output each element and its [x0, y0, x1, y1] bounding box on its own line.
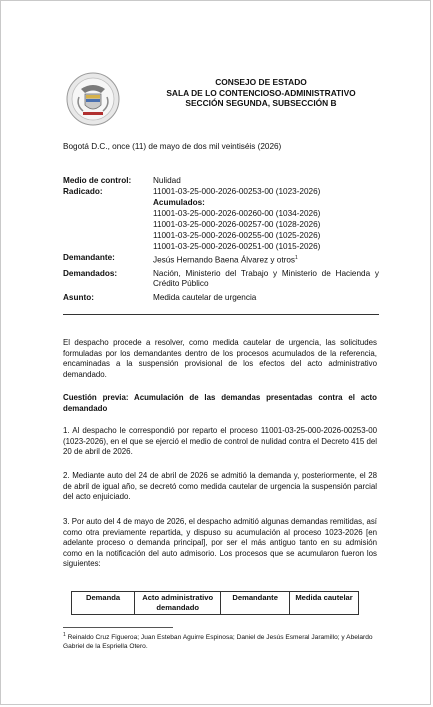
paragraph-2: 2. Mediante auto del 24 de abril de 2026 se admitió la demanda y, posteriormente, el 28 de abril de igual año, se decretó como medida cautelar de urgencia la suspensión parcial del acto enjuiciado. [63, 471, 377, 502]
radicado-value: 11001-03-25-000-2026-00253-00 (1023-2026) [153, 187, 321, 196]
footnote-ref[interactable]: 1 [295, 255, 298, 261]
demandados-value: Nación, Ministerio del Trabajo y Ministerio de Hacienda y Crédito Público [153, 269, 379, 289]
paragraph-3: 3. Por auto del 4 de mayo de 2026, el despacho admitió algunas demandas remitidas, así como otra previamente repartida, y dispuso su acumulación al proceso 1023-2026 [en adelante proceso o demanda principal], por ser el más antiguo tanto en su admisión como en la notificación del auto admisorio. Los procesos que se acumularon fueron los siguientes: [63, 517, 377, 569]
footnote-number: 1 [63, 632, 66, 638]
footnote-text: Reinaldo Cruz Figueroa; Juan Esteban Aguirre Espinosa; Daniel de Jesús Esmeral Jaramillo; y Abelardo Gabriel de la Espriella Otero. [63, 634, 373, 651]
acumulado-item: 11001-03-25-000-2026-00255-00 (1025-2026) [153, 231, 321, 240]
col-acto: Acto administrativo demandado [135, 592, 221, 615]
header-line-3: SECCIÓN SEGUNDA, SUBSECCIÓN B [185, 98, 337, 108]
court-header [141, 77, 381, 109]
demandados-label: Demandados: [63, 269, 118, 278]
col-demanda: Demanda [72, 592, 135, 615]
radicado-label: Radicado: [63, 187, 103, 196]
asunto-value: Medida cautelar de urgencia [153, 293, 257, 302]
acumulado-item: 11001-03-25-000-2026-00260-00 (1034-2026) [153, 209, 321, 218]
paragraph-1: 1. Al despacho le correspondió por reparto el proceso 11001-03-25-000-2026-00253-00 (1023-2026), en el que se ejerció el medio de control de nulidad contra el Decreto 415 del 20 de abril de 2026. [63, 426, 377, 457]
intro-paragraph: El despacho procede a resolver, como medida cautelar de urgencia, las solicitudes formuladas por los demandantes dentro de los procesos acumulados de la referencia, encaminadas a la suspensión provisional de los efectos del acto administrativo demandado. [63, 338, 377, 379]
processes-table [71, 591, 359, 615]
asunto-label: Asunto: [63, 293, 94, 302]
medio-value: Nulidad [153, 176, 181, 185]
demandante-label: Demandante: [63, 253, 115, 262]
medio-label: Medio de control: [63, 176, 132, 185]
date-line: Bogotá D.C., once (11) de mayo de dos mil veintiséis (2026) [63, 142, 282, 151]
header-line-1: CONSEJO DE ESTADO [215, 77, 307, 87]
footnote-rule [63, 627, 173, 628]
header-line-2: SALA DE LO CONTENCIOSO-ADMINISTRATIVO [166, 87, 356, 98]
acumulado-item: 11001-03-25-000-2026-00257-00 (1028-2026) [153, 220, 321, 229]
acumulados-label: Acumulados: [153, 198, 205, 207]
demandante-value: Jesús Hernando Baena Álvarez y otros [153, 255, 295, 265]
demandante-value-wrap [153, 253, 379, 266]
section-title: Cuestión previa: Acumulación de las demandas presentadas contra el acto demandado [63, 393, 377, 413]
coat-of-arms-seal-icon [65, 71, 121, 127]
footnote [63, 631, 379, 651]
col-demandante: Demandante [221, 592, 290, 615]
divider-rule [63, 314, 379, 315]
col-medida: Medida cautelar [290, 592, 359, 615]
table-header-row [72, 592, 359, 615]
acumulado-item: 11001-03-25-000-2026-00251-00 (1015-2026) [153, 242, 321, 251]
